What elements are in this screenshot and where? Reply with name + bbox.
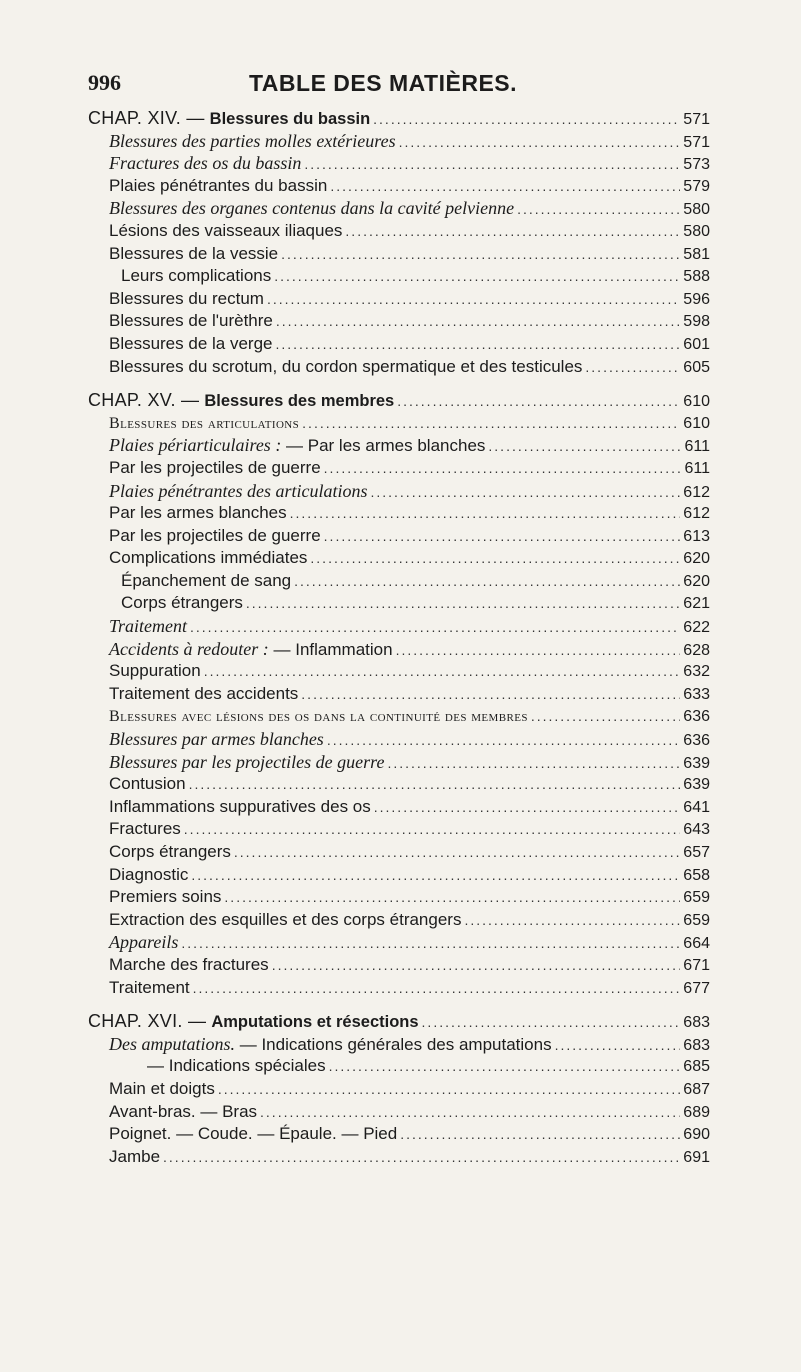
toc-entry xyxy=(88,660,710,683)
toc-entry xyxy=(88,389,710,412)
chapter-title: Blessures du bassin xyxy=(209,110,371,128)
toc-entry-title: Avant-bras. — Bras xyxy=(109,1101,258,1121)
toc-entry-title: Traitement xyxy=(109,616,188,637)
toc-entry xyxy=(88,265,710,288)
dot-leader xyxy=(304,153,680,175)
toc-entry xyxy=(88,197,710,220)
dot-leader xyxy=(397,390,680,412)
toc-entry xyxy=(88,333,710,356)
toc-page-number: 639 xyxy=(683,776,710,794)
section-title: Plaies périarticulaires : xyxy=(109,435,282,456)
dot-leader xyxy=(585,356,680,379)
toc-page-number: 622 xyxy=(683,619,710,637)
toc-entry-title: Inflammations suppuratives des os xyxy=(109,796,371,816)
toc-page-number: 571 xyxy=(683,111,710,128)
running-title: TABLE DES MATIÈRES. xyxy=(248,70,518,96)
toc-entry-title: Blessures avec lésions des os dans la continuité des membres xyxy=(109,708,528,726)
toc-page-number: 683 xyxy=(683,1014,710,1032)
toc-entry xyxy=(88,502,710,525)
toc-entry-title xyxy=(88,107,370,130)
dot-leader xyxy=(464,909,680,932)
toc-entry xyxy=(88,818,710,841)
toc-page-number: 632 xyxy=(683,663,710,681)
toc-entry-title: Premiers soins xyxy=(109,887,222,907)
toc-entry-title xyxy=(88,1010,419,1033)
toc-entry xyxy=(88,130,710,153)
toc-page-number: 636 xyxy=(683,708,710,726)
chapter-title: Blessures des membres xyxy=(204,392,395,411)
dot-leader xyxy=(370,481,680,503)
toc-entry-title: Plaies pénétrantes des articulations xyxy=(109,480,368,501)
toc-page-number: 573 xyxy=(683,156,710,174)
toc-entry-title: Blessures des parties molles extérieures xyxy=(109,130,396,151)
dot-leader xyxy=(224,886,680,909)
toc-entry-title: Lésions des vaisseaux iliaques xyxy=(109,220,343,240)
toc-entry-title: Leurs complications xyxy=(121,266,272,286)
toc-page-number: 601 xyxy=(683,335,710,353)
toc-page-number: 605 xyxy=(683,358,710,376)
toc-entry-title: Par les armes blanches xyxy=(109,503,287,523)
toc-entry-title: Blessures du scrotum, du cordon spermatique et des testicules xyxy=(109,356,583,376)
toc-entry xyxy=(88,412,710,435)
dot-leader xyxy=(163,1146,680,1169)
toc-entry xyxy=(88,954,710,977)
toc-entry-title xyxy=(109,638,393,661)
toc-entry-title: Blessures des articulations xyxy=(109,414,300,432)
toc-page-number: 658 xyxy=(683,866,710,884)
dot-leader xyxy=(302,412,680,435)
chapter-number: CHAP. XVI. — xyxy=(88,1011,207,1032)
dot-leader xyxy=(193,977,681,1000)
page-header xyxy=(88,70,678,98)
dot-leader xyxy=(310,547,680,570)
toc-page-number: 659 xyxy=(683,911,710,929)
dot-leader xyxy=(290,502,681,525)
toc-entry-title: Diagnostic xyxy=(109,864,189,884)
toc-page-number: 579 xyxy=(683,177,710,195)
toc-page-number: 691 xyxy=(683,1148,710,1166)
toc-page-number: 690 xyxy=(683,1126,710,1144)
toc-entry-title: Blessures de la vessie xyxy=(109,243,279,263)
toc-entry xyxy=(88,1010,710,1033)
toc-entry xyxy=(88,864,710,887)
toc-entry xyxy=(88,243,710,266)
chapter-number: CHAP. XV. — xyxy=(88,390,200,411)
toc-entry xyxy=(88,931,710,954)
toc-page-number: 612 xyxy=(683,505,710,523)
toc-page-number: 633 xyxy=(683,685,710,703)
toc-entry xyxy=(88,1123,710,1146)
toc-page-number: 685 xyxy=(683,1058,710,1076)
toc-entry-title xyxy=(109,434,485,457)
dot-leader xyxy=(399,131,681,153)
toc-entry-title: Contusion xyxy=(109,774,186,794)
toc-entry xyxy=(88,1055,710,1078)
toc-page-number: 639 xyxy=(683,754,710,772)
toc-entry-title: Par les projectiles de guerre xyxy=(109,457,321,477)
dot-leader xyxy=(345,220,680,243)
dot-leader xyxy=(301,683,680,706)
toc-page-number: 610 xyxy=(683,414,710,432)
toc-entry-title: Fractures des os du bassin xyxy=(109,153,302,174)
dot-leader xyxy=(275,333,680,356)
toc-entry xyxy=(88,434,710,457)
dot-leader xyxy=(329,1055,681,1078)
section-subtitle: — Indications générales des amputations xyxy=(235,1034,552,1054)
toc-page-number: 581 xyxy=(683,245,710,263)
toc-entry xyxy=(88,615,710,638)
toc-entry-title: Par les projectiles de guerre xyxy=(109,525,321,545)
chapter-title: Amputations et résections xyxy=(211,1013,419,1032)
toc-entry xyxy=(88,751,710,774)
toc-entry xyxy=(88,356,710,379)
dot-leader xyxy=(204,660,681,683)
toc-entry xyxy=(88,457,710,480)
toc-entry xyxy=(88,796,710,819)
toc-entry-title: Extraction des esquilles et des corps étrangers xyxy=(109,909,462,929)
toc-page-number: 671 xyxy=(683,956,710,974)
toc-page-number: 596 xyxy=(683,290,710,308)
toc-page-number: 580 xyxy=(683,222,710,240)
dot-leader xyxy=(181,932,680,954)
toc-entry-title: Suppuration xyxy=(109,661,201,681)
page-number: 996 xyxy=(88,70,121,95)
toc-page-number: 598 xyxy=(683,313,710,331)
toc-entry xyxy=(88,705,710,728)
toc-page-number: 683 xyxy=(683,1036,710,1054)
toc-page-number: 580 xyxy=(683,201,710,219)
dot-leader xyxy=(276,310,680,333)
toc-entry xyxy=(88,547,710,570)
toc-entry-title: Complications immédiates xyxy=(109,548,308,568)
toc-entry xyxy=(88,909,710,932)
toc-entry xyxy=(88,1078,710,1101)
toc-page-number: 620 xyxy=(683,572,710,590)
toc-page-number: 659 xyxy=(683,889,710,907)
toc-entry-title: Blessures par armes blanches xyxy=(109,729,324,750)
toc-page-number: 641 xyxy=(683,798,710,816)
toc-page-number: 687 xyxy=(683,1080,710,1098)
toc-entry xyxy=(88,773,710,796)
toc-entry-title: Corps étrangers xyxy=(121,593,243,613)
dot-leader xyxy=(517,198,680,220)
toc-page-number: 613 xyxy=(683,527,710,545)
toc-page-number: 612 xyxy=(683,483,710,501)
toc-entry xyxy=(88,288,710,311)
dot-leader xyxy=(400,1123,680,1146)
toc-entry-title: Marche des fractures xyxy=(109,954,269,974)
dot-leader xyxy=(184,818,681,841)
toc-entry xyxy=(88,152,710,175)
toc-page-number: 610 xyxy=(683,393,710,411)
toc-entry-title: Plaies pénétrantes du bassin xyxy=(109,175,328,195)
toc-entry-title: — Indications spéciales xyxy=(147,1056,326,1076)
toc-entry-title: Jambe xyxy=(109,1146,161,1166)
dot-leader xyxy=(260,1101,680,1124)
dot-leader xyxy=(191,864,680,887)
toc-entry-title: Blessures par les projectiles de guerre xyxy=(109,751,385,772)
toc-entry xyxy=(88,480,710,503)
dot-leader xyxy=(387,752,680,774)
dot-leader xyxy=(246,592,680,615)
section-subtitle: — Inflammation xyxy=(268,639,393,659)
toc-page-number: 611 xyxy=(684,459,710,477)
toc-page-number: 628 xyxy=(683,641,710,659)
toc-page-number: 620 xyxy=(683,550,710,568)
toc-page-number: 677 xyxy=(683,979,710,997)
toc-page-number: 643 xyxy=(683,821,710,839)
toc-entry-title: Traitement xyxy=(109,977,190,997)
toc-entry-title: Poignet. — Coude. — Épaule. — Pied xyxy=(109,1124,398,1144)
section-title: Accidents à redouter : xyxy=(109,638,269,659)
toc-entry xyxy=(88,728,710,751)
toc-entry xyxy=(88,175,710,198)
toc-entry-title xyxy=(109,1033,552,1056)
dot-leader xyxy=(324,457,682,480)
toc-entry-title: Blessures des organes contenus dans la cavité pelvienne xyxy=(109,198,515,219)
toc-page-number: 636 xyxy=(683,732,710,750)
toc-entry xyxy=(88,638,710,661)
dot-leader xyxy=(373,108,680,130)
dot-leader xyxy=(272,954,681,977)
toc-entry-title: Blessures de la verge xyxy=(109,333,273,353)
dot-leader xyxy=(294,570,680,593)
toc-entry-title: Fractures xyxy=(109,819,181,839)
toc-entry-title: Blessures de l'urèthre xyxy=(109,311,273,331)
dot-leader xyxy=(488,435,681,457)
dot-leader xyxy=(396,639,681,661)
toc-entry-title: Traitement des accidents xyxy=(109,683,299,703)
toc-entry xyxy=(88,310,710,333)
dot-leader xyxy=(234,841,680,864)
toc-entry xyxy=(88,683,710,706)
toc-page-number: 689 xyxy=(683,1103,710,1121)
dot-leader xyxy=(218,1078,680,1101)
dot-leader xyxy=(330,175,680,198)
toc-entry-title: Appareils xyxy=(109,932,179,953)
toc-entry xyxy=(88,841,710,864)
toc-entry xyxy=(88,1101,710,1124)
dot-leader xyxy=(374,796,681,819)
toc-page-number: 611 xyxy=(684,438,710,456)
toc-entry-title xyxy=(88,389,394,412)
toc-entry xyxy=(88,525,710,548)
toc-entry xyxy=(88,1146,710,1169)
toc-entry xyxy=(88,220,710,243)
dot-leader xyxy=(327,729,680,751)
dot-leader xyxy=(422,1011,681,1033)
toc-page-number: 588 xyxy=(683,268,710,286)
toc-entry-title: Main et doigts xyxy=(109,1078,215,1098)
dot-leader xyxy=(190,616,680,638)
dot-leader xyxy=(189,773,681,796)
toc-entry-title: Blessures du rectum xyxy=(109,288,264,308)
table-of-contents xyxy=(88,107,710,1168)
toc-entry xyxy=(88,592,710,615)
section-title: Des amputations. xyxy=(109,1033,235,1054)
toc-entry xyxy=(88,570,710,593)
toc-page-number: 621 xyxy=(683,595,710,613)
toc-page-number: 657 xyxy=(683,844,710,861)
dot-leader xyxy=(281,243,680,266)
dot-leader xyxy=(531,705,680,728)
toc-page-number: 571 xyxy=(683,133,710,151)
dot-leader xyxy=(274,265,680,288)
dot-leader xyxy=(555,1034,681,1056)
toc-entry xyxy=(88,1033,710,1056)
dot-leader xyxy=(324,525,681,548)
toc-entry xyxy=(88,107,710,130)
toc-entry xyxy=(88,886,710,909)
toc-page-number: 664 xyxy=(683,935,710,953)
dot-leader xyxy=(267,288,680,311)
toc-entry-title: Épanchement de sang xyxy=(121,570,292,590)
chapter-number: CHAP. XIV. — xyxy=(88,108,205,128)
toc-entry-title: Corps étrangers xyxy=(109,842,231,861)
section-subtitle: — Par les armes blanches xyxy=(281,436,486,456)
toc-entry xyxy=(88,977,710,1000)
